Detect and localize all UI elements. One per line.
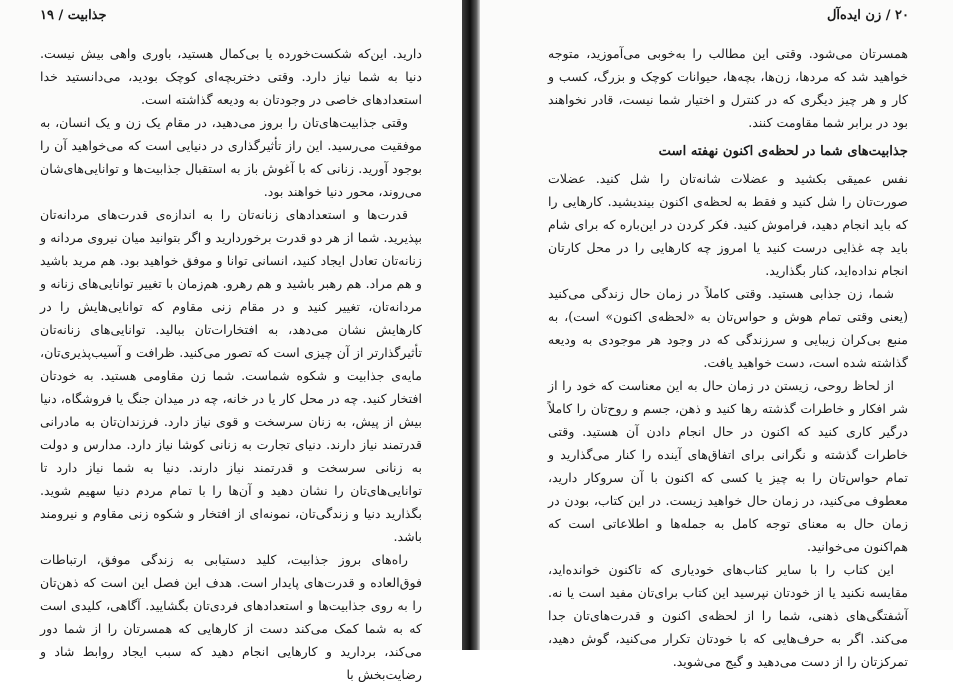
paragraph: وقتی جذابیت‌های‌تان را بروز می‌دهید، در مقام یک زن و یک انسان، به موفقیت می‌رسید. این راز تأثیرگذاری در دنیایی است که می‌خواهید آن را بوجود آورید. زنانی که با آغوش باز به استقبال جذابیت‌ها و توانایی‌های‌شان می‌روند، محور دنیا خواهند بود. (40, 115, 422, 199)
right-page-body (548, 42, 908, 673)
paragraph: نفس عمیقی بکشید و عضلات شانه‌تان را شل کنید. عضلات صورت‌تان را شل کنید و فقط به لحظه‌ی اکنون بیندیشید. کارهایی را که باید انجام دهید، فراموش کنید. فکر کردن در این‌باره که برای شام باید چه غذایی درست کنید یا امروز چه کارهایی را در محل کارتان انجام نداده‌اید، کنار بگذارید. (548, 171, 908, 278)
paragraph: شما، زن جذابی هستید. وقتی کاملاً در زمان حال زندگی می‌کنید (یعنی وقتی تمام هوش و حواس‌تان به «لحظه‌ی اکنون» است)، به منبع بی‌کران زیبایی و سرزندگی که در وجود هر موجودی به ودیعه گذاشته شده است، دست خواهید یافت. (548, 286, 908, 370)
paragraph: این کتاب را با سایر کتاب‌های خودیاری که تاکنون خوانده‌اید، مقایسه نکنید یا از خودتان نپرسید این کتاب برای‌تان مفید است یا نه. آشفتگی‌های ذهنی، شما را از لحظه‌ی اکنون و قدرت‌های‌تان جدا می‌کند. اگر به حرف‌هایی که با خودتان تکرار می‌کنید، گوش دهید، تمرکزتان را از دست می‌دهید و گیج می‌شوید. (548, 562, 908, 669)
paragraph: راه‌های بروز جذابیت، کلید دستیابی به زندگی موفق، ارتباطات فوق‌العاده و قدرت‌های پایدار است. هدف این فصل این است که ذهن‌تان را به روی جذابیت‌ها و استعدادهای فردی‌تان بگشایید. آگاهی، کلیدی است که به شما کمک می‌کند دست از کارهایی که همسرتان را از شما دور می‌کند، بردارید و کارهایی انجام دهید که سبب ایجاد روابط شاد و رضایت‌بخش با (40, 552, 422, 682)
paragraph: همسرتان می‌شود. وقتی این مطالب را به‌خوبی می‌آموزید، متوجه خواهید شد که مردها، زن‌ها، بچه‌ها، حیوانات کوچک و بزرگ، کسب و کار و هر چیز دیگری که در کنترل و اختیار شما نیست، قادر نخواهند بود در برابر شما مقاومت کنند. (548, 46, 908, 130)
left-page-header: جذابیت / ۱۹ (40, 8, 107, 23)
right-page-header: ۲۰ / زن ایده‌آل (826, 8, 909, 23)
left-page (0, 0, 462, 682)
left-page-body (40, 42, 422, 686)
book-gutter (462, 0, 480, 650)
paragraph: از لحاظ روحی، زیستن در زمان حال به این معناست که خود را از شر افکار و خاطرات گذشته رها کنید و ذهن، جسم و روح‌تان را کاملاً درگیر کاری کنید که اکنون در حال انجام دادن آن هستید. وقتی خاطرات گذشته و نگرانی برای اتفاق‌های آینده را کنار می‌گذارید و تمام حواس‌تان را به چیز یا کسی که اکنون با آن سروکار دارید، معطوف می‌کنید، در زمان حال خواهید زیست. در این کتاب، بودن در زمان حال به معنای توجه کامل به جمله‌ها و اطلاعاتی است که هم‌اکنون می‌خوانید. (548, 378, 908, 554)
right-page (480, 0, 953, 669)
section-heading: جذابیت‌های شما در لحظه‌ی اکنون نهفته است (658, 144, 908, 159)
paragraph: دارید. این‌که شکست‌خورده یا بی‌کمال هستید، باوری واهی بیش نیست. دنیا به شما نیاز دارد. وقتی دختربچه‌ای کوچک بودید، می‌دانستید خدا استعدادهای خاصی در وجودتان به ودیعه گذاشته است. (40, 46, 422, 107)
paragraph: قدرت‌ها و استعدادهای زنانه‌تان را به اندازه‌ی قدرت‌های مردانه‌تان بپذیرید. شما از هر دو قدرت برخوردارید و اگر بتوانید میان نیروی مردانه و زنانه‌تان تعادل ایجاد کنید، انسانی توانا و موفق خواهید بود. هم مرید باشید و هم مراد. هم رهبر باشید و هم رهرو. هم‌زمان با تغییر توانایی‌های زنانه و مردانه‌تان، تغییر کنید و در مقام زنی مقاوم که توانایی‌هایش را در کارهایش نشان می‌دهد، به افتخارات‌تان ببالید. توانایی‌های زنانه‌تان تأثیرگذارتر از آن چیزی است که تصور می‌کنید. ظرافت و آسیب‌پذیری‌تان، مایه‌ی جذابیت و شکوه شماست. شما زن مقاومی هستید. به خودتان افتخار کنید. چه در محل کار یا در خانه، چه در میدان جنگ یا فروشگاه، دنیا بیش از پیش، به زنان سرسخت و قوی نیاز دارد. فرزندان‌تان به مادرانی قدرتمند نیاز دارند. دنیای تجارت به زنانی کوشا نیاز دارد. مدارس و دولت به زنانی سرسخت و قدرتمند نیاز دارند. دنیا به شما نیاز دارد تا توانایی‌های‌تان را نشان دهید و آن‌ها را با تمام مردم دنیا سهیم شوید. بگذارید دنیا و زندگی‌تان، نمونه‌ای از افتخار و شکوه زنی مقاوم و نیرومند باشد. (40, 207, 422, 544)
